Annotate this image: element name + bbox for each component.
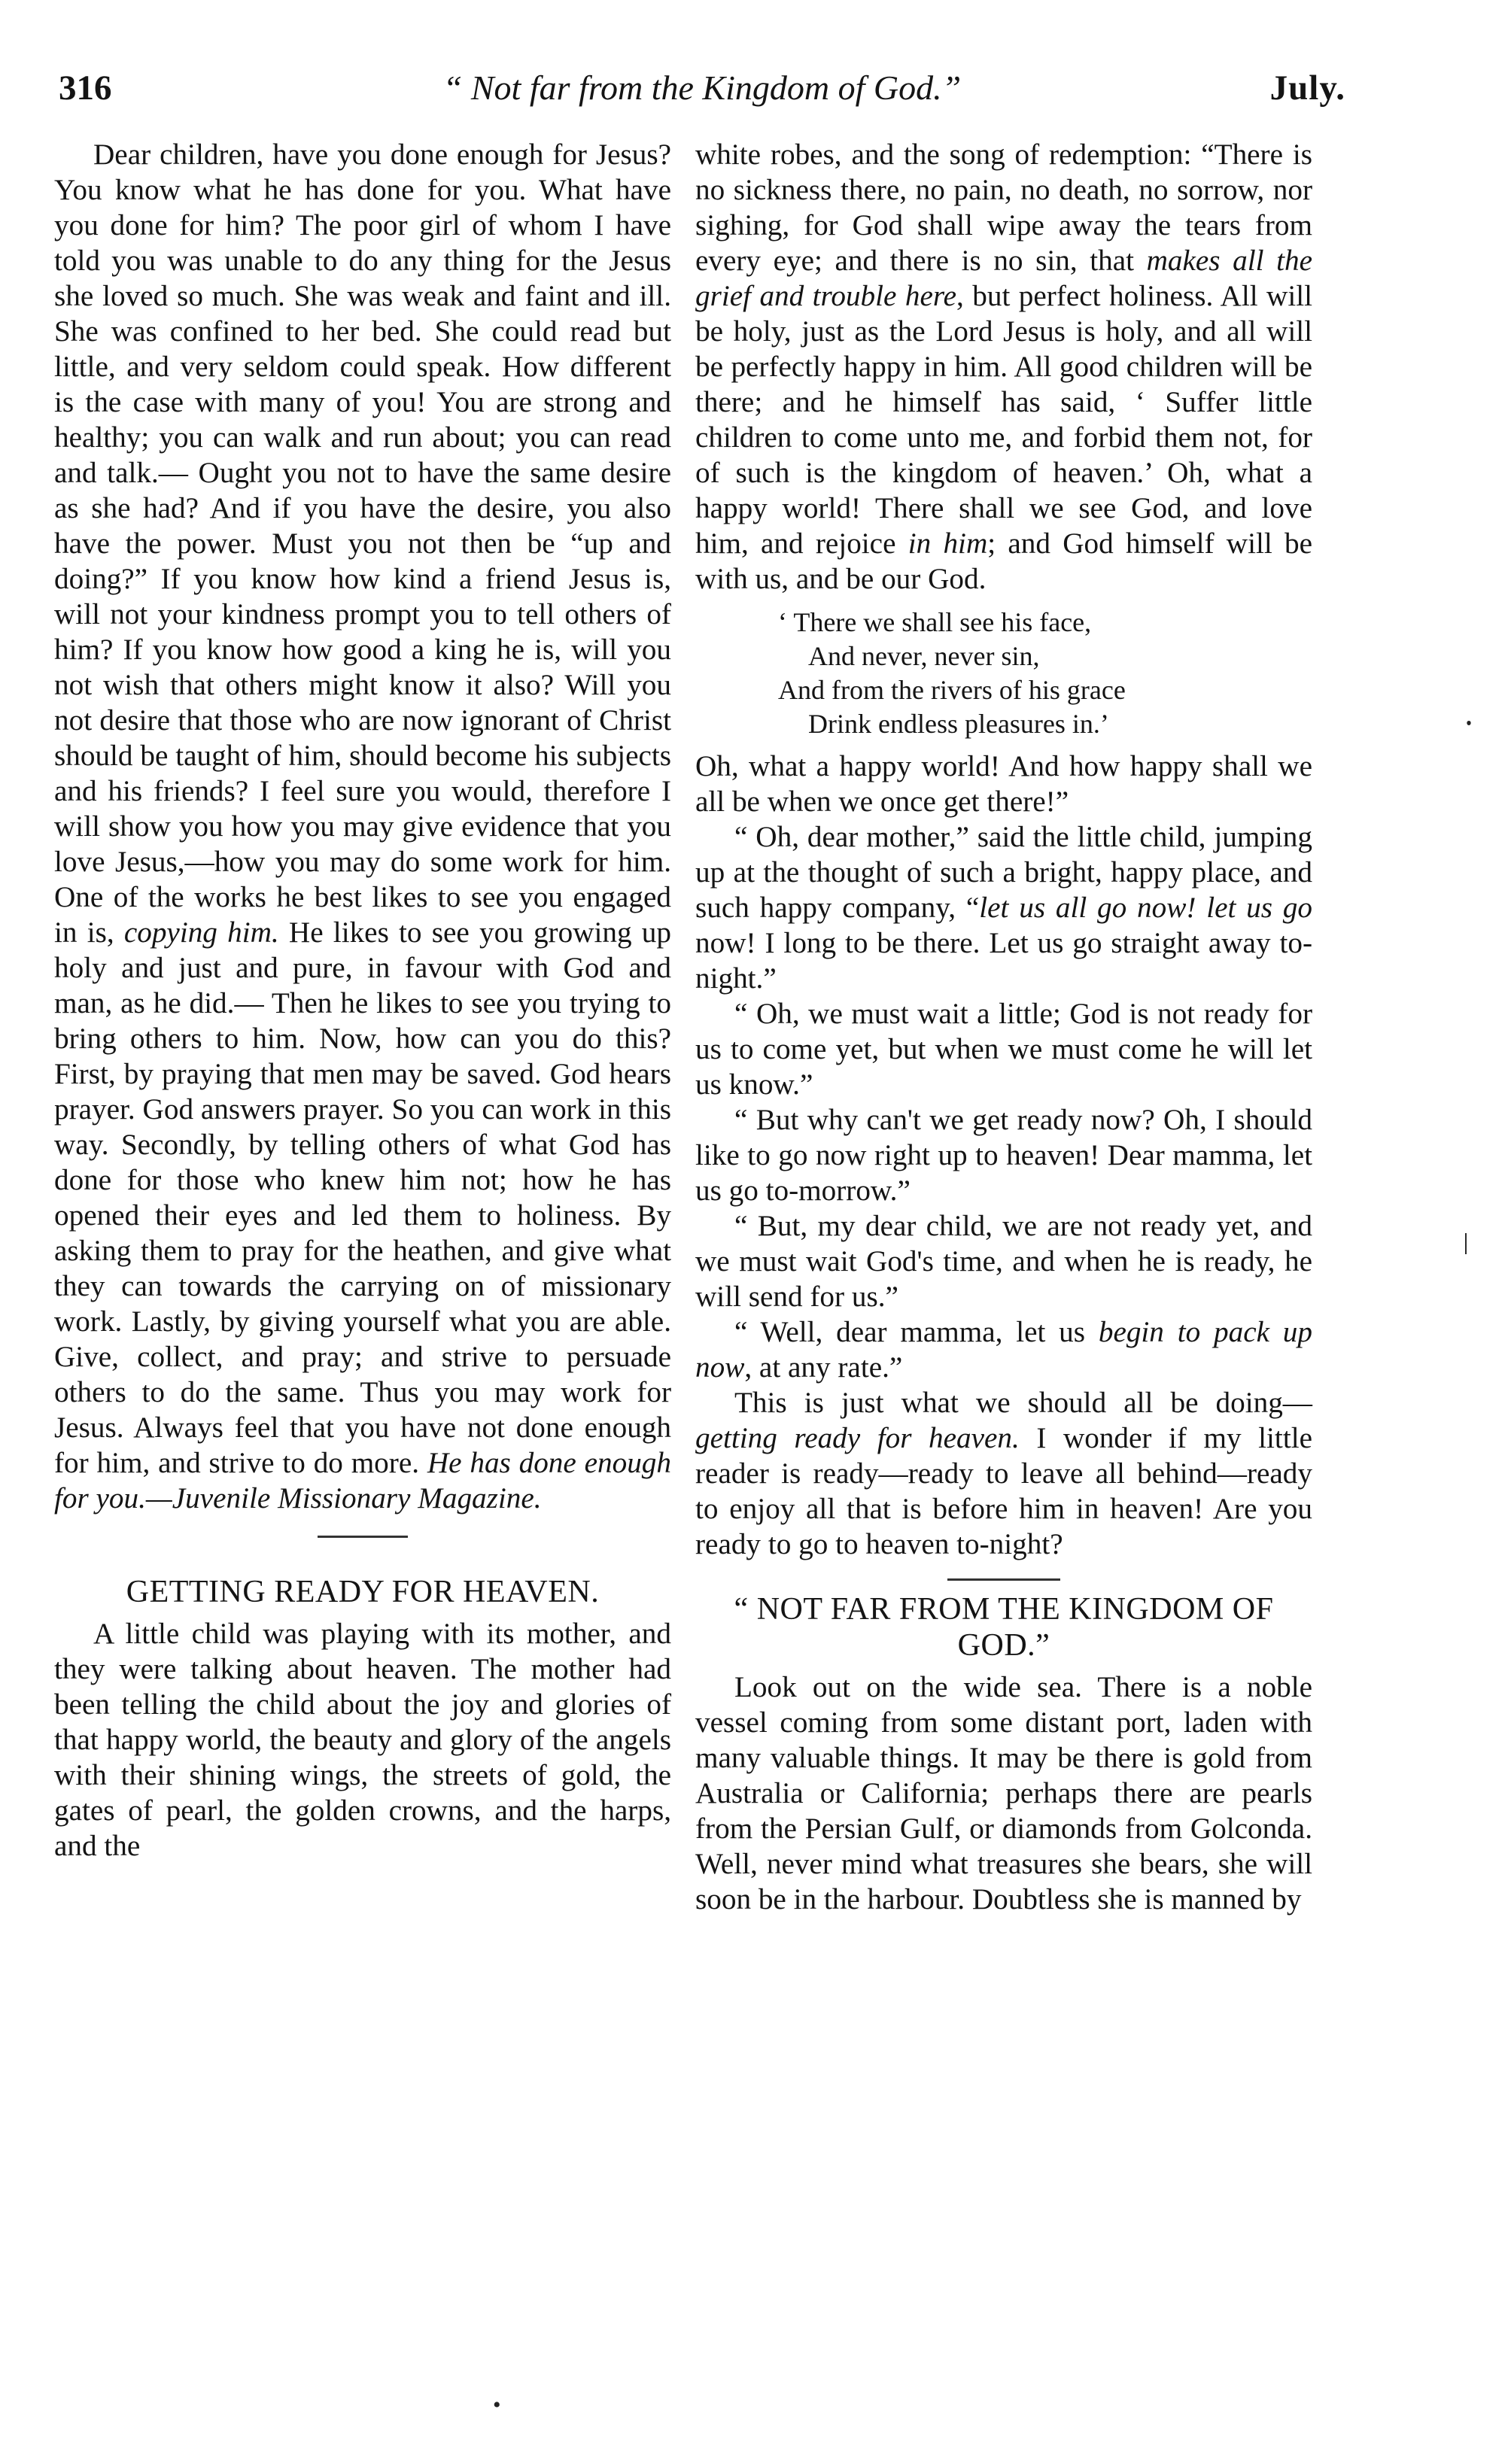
text-run: He likes to see you growing up holy and just and pure, in favour with God and man, as he did.— Then he likes to see you trying to bring others to him. Now, how can you do this? First, by praying that men may be saved. God hears prayer. God answers prayer. So you can work in this way. Secondly, by telling others of what God has done for those who knew him not; how he has opened their eyes and led them to holiness. By asking them to pray for the heathen, and give what they can towards the carrying on of missionary work. Lastly, by giving yourself what you are able. Give, collect, and pray; and strive to persuade others to do the same. Thus you may work for Jesus. Always feel that you have not done enough for him, and strive to do more. (54, 916, 671, 1479)
text-run: now! I long to be there. Let us go straight away to-night.” (695, 927, 1312, 995)
text-run: Dear children, have you done enough for Jesus? You know what he has done for you. What have you done for him? The poor girl of whom I have told you was unable to do any thing for the Jesus she loved so much. She was weak and faint and ill. She was confined to her bed. She could read but little, and very seldom could speak. How different is the case with many of you! You are strong and healthy; you can walk and run about; you can read and talk.— Ought you not to have the same desire as she had? And if you have the desire, you also have the power. Must you not then be “up and doing?” If you know how kind a friend Jesus is, will not your kindness prompt you to tell others of him? If you know how good a king he is, will you not wish that others might know it also? Will you not desire that those who are now ignorant of Christ should be taught of him, should become his subjects and his friends? I feel sure you would, therefore I will show you how you may give evidence that you love Jesus,—how you may do some work for him. One of the works he best likes to see you engaged in is, (54, 138, 671, 949)
emphasis: getting ready for heaven. (695, 1422, 1020, 1454)
text-run: “ Well, dear mamma, let us (734, 1316, 1099, 1348)
margin-speck: ǀ (1463, 1227, 1470, 1261)
text-run: This is just what we should all be doing— (734, 1387, 1312, 1419)
verse-line: ‘ There we shall see his face, (778, 607, 1092, 637)
verse-line: And from the rivers of his grace (778, 675, 1126, 705)
paragraph (695, 1314, 1312, 1385)
section-divider (947, 1578, 1060, 1581)
article-1-body (54, 137, 671, 1516)
verse-line: Drink endless pleasures in.’ (808, 709, 1109, 739)
article-1-source: He has done enough for you.—Juvenile Missionary Magazine. (54, 1447, 671, 1515)
emphasis: copying him. (123, 916, 279, 949)
paragraph (695, 1385, 1312, 1562)
article-3-heading: “ NOT FAR FROM THE KINGDOM OF GOD.” (734, 1592, 1274, 1663)
article-2-continued (695, 137, 1312, 597)
text-run: white robes, and the song of redemption: “There is no sickness there, no pain, no death, no sorrow, nor sighing, for God shall wipe away the tears from every eye; and there is no sin, that (695, 138, 1312, 277)
page-header (59, 68, 1345, 120)
emphasis: begin to pack up now (695, 1316, 1312, 1384)
paragraph: “ But why can't we get ready now? Oh, I should like to go now right up to heaven! Dear mamma, let us go to-morrow.” (695, 1104, 1312, 1207)
paragraph: “ Oh, we must wait a little; God is not ready for us to come yet, but when we must come he will let us know.” (695, 998, 1312, 1101)
text-run: , but perfect holiness. All will be holy, just as the Lord Jesus is holy, and all will be perfectly happy in him. All good children will be there; and he himself has said, ‘ Suffer little children to come unto me, and forbid them not, for of such is the kingdom of heaven.’ Oh, what a happy world! There shall we see God, and love him, and rejoice (695, 280, 1312, 560)
article-2-heading: GETTING READY FOR HEAVEN. (126, 1575, 600, 1609)
emphasis: let us all go now! let us go (979, 892, 1312, 924)
margin-speck: • (493, 2393, 501, 2417)
paragraph: Oh, what a happy world! And how happy shall we all be when we once get there!” (695, 750, 1312, 818)
running-title: “ Not far from the Kingdom of God.” (442, 68, 962, 107)
left-column (54, 137, 671, 1864)
verse-line: And never, never sin, (808, 641, 1040, 671)
article-3-body: Look out on the wide sea. There is a noble vessel coming from some distant port, laden with many valuable things. It may be there is gold from Australia or California; perhaps there are pearls from the Persian Gulf, or diamonds from Golconda. Well, never mind what treasures she bears, she will soon be in the harbour. Doubtless she is manned by (695, 1671, 1312, 1916)
hymn-verse (695, 606, 1312, 741)
text-run: ; and God himself will be with us, and be our God. (695, 527, 1312, 595)
paragraph (695, 819, 1312, 996)
page-number: 316 (59, 68, 112, 108)
section-divider (318, 1536, 408, 1538)
emphasis: makes all the grief and trouble here (695, 245, 1312, 312)
margin-speck: ᛫ (1460, 708, 1478, 742)
emphasis: in him (908, 527, 988, 560)
text-run: “ Oh, dear mother,” said the little child, jumping up at the thought of such a bright, happy place, and such happy company, “ (695, 821, 1312, 924)
right-column (695, 137, 1312, 1917)
article-2-body: A little child was playing with its mother, and they were talking about heaven. The mother had been telling the child about the joy and glories of that happy world, the beauty and glory of the angels with their shining wings, the streets of gold, the gates of pearl, the golden crowns, and the harps, and the (54, 1618, 671, 1862)
text-run: , at any rate.” (744, 1351, 903, 1384)
paragraph: “ But, my dear child, we are not ready yet, and we must wait God's time, and when he is ready, he will send for us.” (695, 1210, 1312, 1313)
text-run: I wonder if my little reader is ready—ready to leave all behind—ready to enjoy all that is before him in heaven! Are you ready to go to heaven to-night? (695, 1422, 1312, 1560)
running-month: July. (1269, 68, 1345, 108)
